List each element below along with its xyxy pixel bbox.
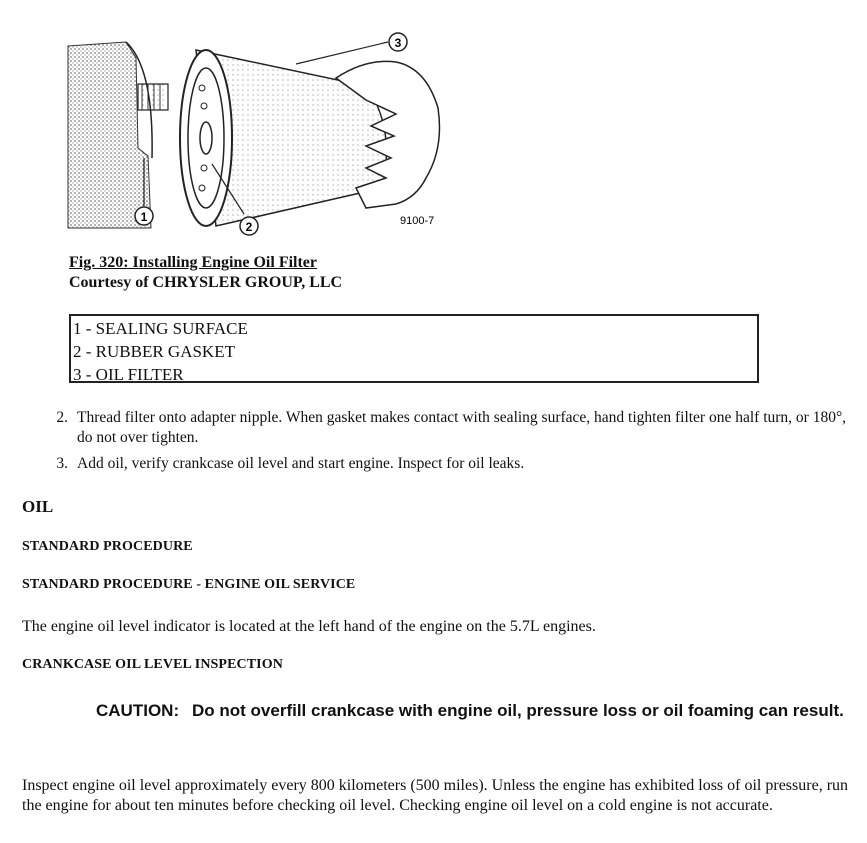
section-heading-oil: OIL	[22, 497, 54, 516]
step-text: Thread filter onto adapter nipple. When gasket makes contact with sealing surface, hand tighten filter one half turn, or 180°, do not over tighten.	[77, 409, 847, 446]
caution-label: CAUTION:	[96, 701, 180, 720]
legend-box	[69, 314, 759, 383]
list-item	[28, 454, 858, 474]
caution-text: Do not overfill crankcase with engine oil, pressure loss or oil foaming can result.	[192, 701, 844, 720]
figure-title: Fig. 320: Installing Engine Oil Filter	[69, 254, 318, 271]
inspection-paragraph: Inspect engine oil level approximately every 800 kilometers (500 miles). Unless the engine has exhibited loss of oil pressure, run the engine for about ten minutes before checking oil level. Checking engine oil level on a cold engine is not accurate.	[22, 777, 849, 814]
figure-caption	[69, 253, 342, 293]
legend-item: 2 - RUBBER GASKET	[73, 342, 235, 361]
indicator-paragraph: The engine oil level indicator is located at the left hand of the engine on the 5.7L engines.	[22, 618, 596, 635]
callout-3	[389, 33, 407, 51]
step-number: 2.	[56, 409, 68, 426]
callout-2-label: 2	[245, 220, 253, 234]
oil-filter-illustration	[66, 28, 446, 248]
callout-1-label: 1	[140, 210, 148, 224]
step-number: 3.	[56, 455, 68, 472]
figure-courtesy: Courtesy of CHRYSLER GROUP, LLC	[69, 274, 343, 291]
caution-note	[96, 700, 856, 721]
list-item	[28, 408, 858, 448]
engine-block	[68, 42, 151, 228]
figure-code: 9100-7	[400, 215, 435, 227]
callout-1	[135, 207, 153, 225]
heading-engine-oil-service: STANDARD PROCEDURE - ENGINE OIL SERVICE	[22, 577, 356, 592]
callout-2	[240, 217, 258, 235]
step-text: Add oil, verify crankcase oil level and start engine. Inspect for oil leaks.	[77, 455, 525, 472]
legend-item: 1 - SEALING SURFACE	[73, 319, 248, 338]
heading-crankcase-inspection: CRANKCASE OIL LEVEL INSPECTION	[22, 657, 283, 672]
step-list	[28, 408, 858, 480]
callout-3-label: 3	[394, 36, 402, 50]
heading-standard-procedure: STANDARD PROCEDURE	[22, 539, 193, 554]
legend-item: 3 - OIL FILTER	[73, 365, 184, 384]
